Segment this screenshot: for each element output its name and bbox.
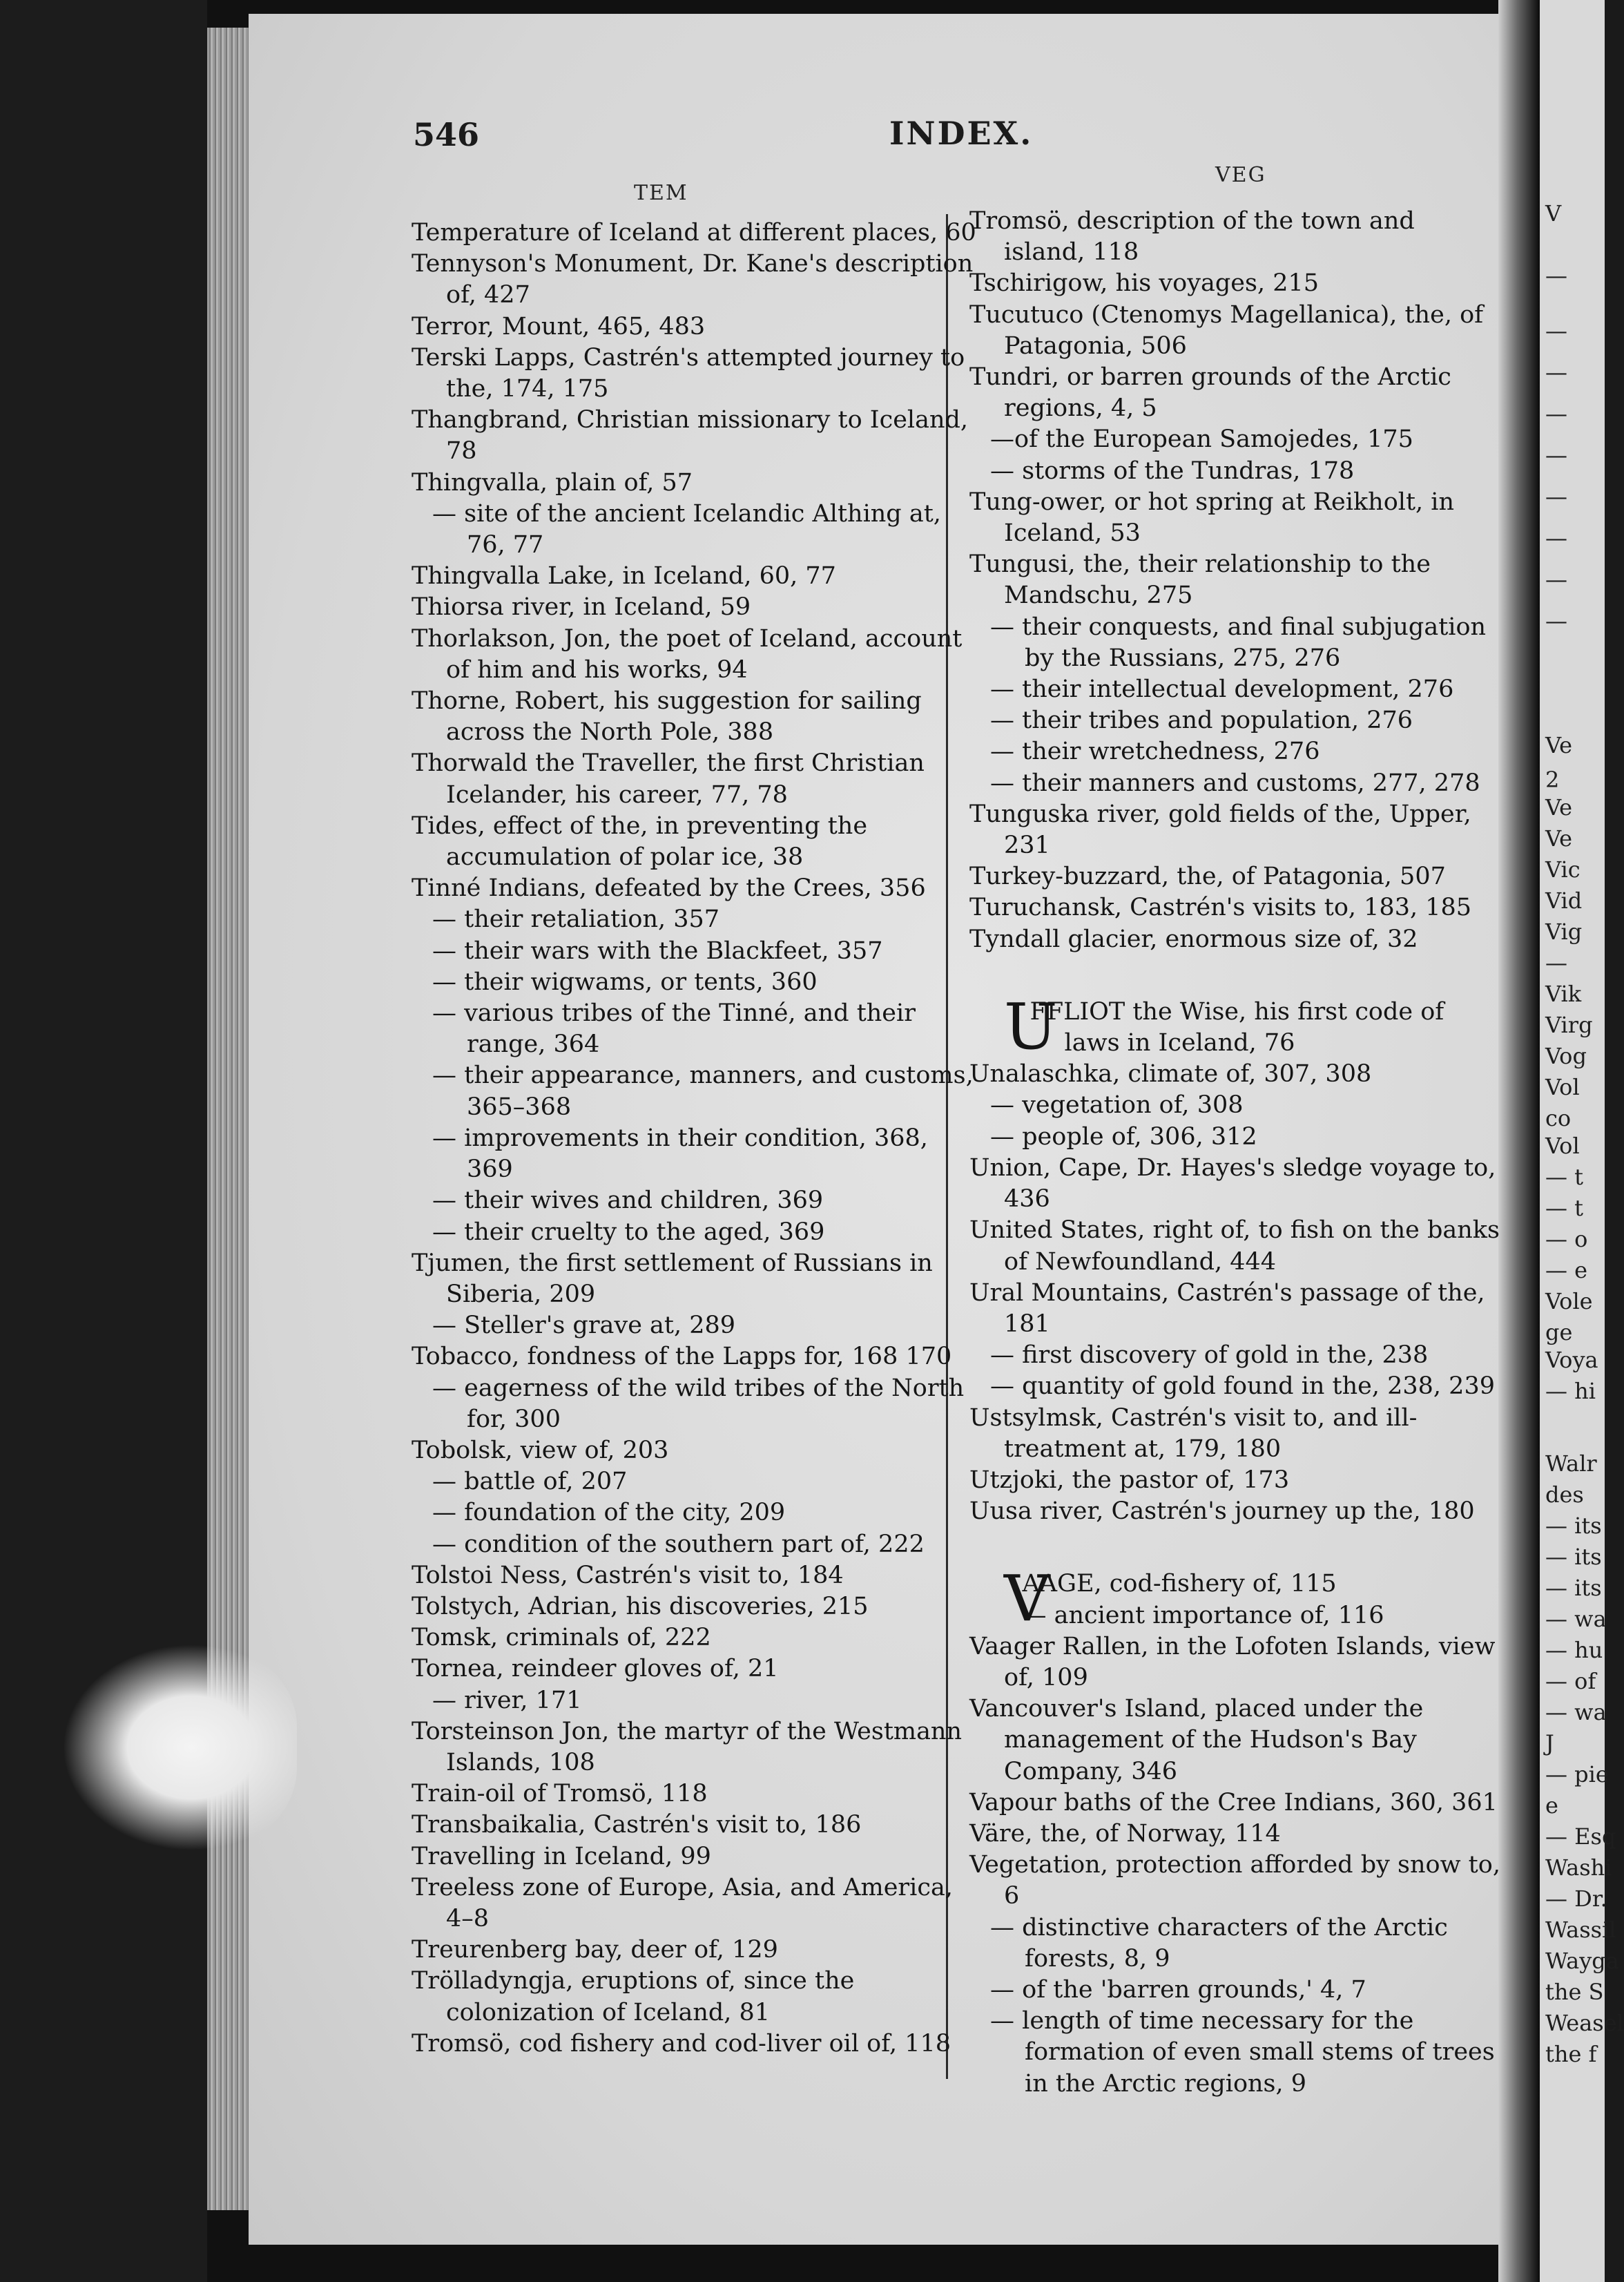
index-subentry: — their manners and customs, 277, 278 xyxy=(990,769,1480,797)
index-subentry: — Steller's grave at, 289 xyxy=(432,1312,736,1340)
index-entry: Thorlakson, Jon, the poet of Iceland, account of him and his works, 94 xyxy=(412,624,963,684)
index-subentry: — river, 171 xyxy=(432,1686,582,1714)
adjacent-page-fragment: Vig xyxy=(1545,919,1583,945)
index-entry: Tobolsk, view of, 203 xyxy=(412,1436,669,1464)
adjacent-page-fragment: J xyxy=(1545,1730,1554,1756)
index-subentry: — ancient importance of, 116 xyxy=(1022,1601,1384,1629)
adjacent-page-fragment: — xyxy=(1545,525,1567,551)
index-entry: Vegetation, protection afforded by snow to, 6 xyxy=(969,1851,1500,1910)
index-subentry: — distinctive characters of the Arctic forests, 8, 9 xyxy=(990,1913,1448,1973)
adjacent-page-fragment: Washi xyxy=(1545,1854,1612,1881)
page-title: INDEX. xyxy=(889,115,1034,152)
adjacent-page-fragment: — o xyxy=(1545,1226,1588,1252)
index-subentry: — eagerness of the wild tribes of the North for, 300 xyxy=(432,1374,965,1433)
dropcap-u: U xyxy=(1004,989,1058,1064)
adjacent-page-fragment: — xyxy=(1545,318,1567,344)
index-column-left xyxy=(412,218,978,2060)
index-entry: Tinné Indians, defeated by the Crees, 356 xyxy=(412,874,926,903)
index-subentry: — first discovery of gold in the, 238 xyxy=(990,1341,1429,1370)
dropcap-v: V xyxy=(1004,1562,1050,1636)
adjacent-page-fragment: Voya xyxy=(1545,1347,1598,1373)
adjacent-page-fragment: — xyxy=(1545,608,1567,634)
index-subentry: — storms of the Tundras, 178 xyxy=(990,457,1355,485)
page-number: 546 xyxy=(413,116,480,153)
index-section-t-continued xyxy=(969,206,1501,955)
index-entry: Utzjoki, the pastor of, 173 xyxy=(969,1466,1290,1494)
index-entry: Ural Mountains, Castrén's passage of the, 181 xyxy=(969,1278,1485,1338)
adjacent-page-fragment: the f xyxy=(1545,2041,1597,2067)
adjacent-page-fragment: Vol xyxy=(1545,1074,1580,1100)
adjacent-page-fragment: Vog xyxy=(1545,1043,1587,1069)
index-entry: Unalaschka, climate of, 307, 308 xyxy=(969,1060,1372,1089)
adjacent-page-fragment: — t xyxy=(1545,1164,1584,1190)
right-column-key: VEG xyxy=(1215,163,1266,187)
index-entry: Thingvalla Lake, in Iceland, 60, 77 xyxy=(412,562,836,591)
index-entry: Tjumen, the first settlement of Russians in Siberia, 209 xyxy=(412,1249,933,1308)
adjacent-page-fragment: Vol xyxy=(1545,1133,1580,1159)
index-entry: United States, right of, to fish on the banks of Newfoundland, 444 xyxy=(969,1216,1500,1276)
index-subentry: — foundation of the city, 209 xyxy=(432,1499,786,1527)
index-entry: Tornea, reindeer gloves of, 21 xyxy=(412,1655,779,1683)
adjacent-page-fragment: Virg xyxy=(1545,1012,1593,1038)
adjacent-page-fragment: ge xyxy=(1545,1319,1573,1345)
index-entry: Vapour baths of the Cree Indians, 360, 361 xyxy=(969,1788,1498,1816)
adjacent-page-fragment: Walr xyxy=(1545,1450,1597,1477)
index-section-v xyxy=(969,1562,1501,1636)
index-subentry: — their wars with the Blackfeet, 357 xyxy=(432,937,883,965)
adjacent-page-fragment: — xyxy=(1545,566,1567,593)
adjacent-page-fragment: the S xyxy=(1545,1979,1604,2005)
adjacent-page-fragment: Ve xyxy=(1545,794,1573,821)
index-entry: Terror, Mount, 465, 483 xyxy=(412,312,706,341)
index-entry: Väre, the, of Norway, 114 xyxy=(969,1819,1281,1848)
adjacent-page-fragment: Vik xyxy=(1545,981,1582,1007)
index-entry: Thiorsa river, in Iceland, 59 xyxy=(412,593,751,622)
index-entry: Tolstych, Adrian, his discoveries, 215 xyxy=(412,1592,869,1620)
scan-background xyxy=(0,0,207,2282)
adjacent-page-fragment: — hu xyxy=(1545,1637,1603,1663)
index-entry: Treurenberg bay, deer of, 129 xyxy=(412,1936,778,1964)
index-entry: Tromsö, description of the town and island, 118 xyxy=(969,207,1415,267)
index-subentry: — their cruelty to the aged, 369 xyxy=(432,1218,825,1246)
index-entry: Turuchansk, Castrén's visits to, 183, 185 xyxy=(969,894,1472,922)
adjacent-page-fragment: — of xyxy=(1545,1668,1596,1694)
index-entry: Uusa river, Castrén's journey up the, 180 xyxy=(969,1497,1475,1526)
index-entry: Temperature of Iceland at different places, 60 xyxy=(412,219,976,247)
adjacent-page-fragment: Vid xyxy=(1545,888,1583,914)
index-entry: Vancouver's Island, placed under the management of the Hudson's Bay Company, 346 xyxy=(969,1695,1424,1785)
index-entry: Tolstoi Ness, Castrén's visit to, 184 xyxy=(412,1561,844,1589)
index-subentry: — quantity of gold found in the, 238, 239 xyxy=(990,1372,1495,1401)
index-subentry: — battle of, 207 xyxy=(432,1468,628,1496)
adjacent-page-fragment: — xyxy=(1545,483,1567,510)
index-entry: Treeless zone of Europe, Asia, and America, 4–8 xyxy=(412,1873,953,1933)
book-gutter xyxy=(1498,0,1540,2282)
index-subentry: — improvements in their condition, 368, 369 xyxy=(432,1124,928,1184)
index-section-v-entries xyxy=(969,1631,1501,2100)
adjacent-page-fragment: — xyxy=(1545,359,1567,385)
adjacent-page-fragment: — e xyxy=(1545,1257,1588,1283)
adjacent-page-fragment: Wayga xyxy=(1545,1948,1619,1974)
adjacent-page-fragment: — Dr. xyxy=(1545,1886,1607,1912)
index-entry: Tung-ower, or hot spring at Reikholt, in Iceland, 53 xyxy=(969,488,1455,548)
index-entry: Tromsö, cod fishery and cod-liver oil of, 118 xyxy=(412,2029,951,2058)
index-subentry: —of the European Samojedes, 175 xyxy=(990,425,1413,454)
adjacent-page-fragment: V xyxy=(1545,200,1562,227)
adjacent-page-fragment: Weasel xyxy=(1545,2010,1624,2036)
adjacent-page-fragment: des xyxy=(1545,1482,1584,1508)
index-entry: Trölladyngja, eruptions of, since the colonization of Iceland, 81 xyxy=(412,1967,855,2026)
adjacent-page-fragment: — its xyxy=(1545,1575,1602,1601)
index-entry: Tundri, or barren grounds of the Arctic regions, 4, 5 xyxy=(969,363,1451,423)
index-subentry: — condition of the southern part of, 222 xyxy=(432,1530,925,1558)
index-entry: Tungusi, the, their relationship to the Mandschu, 275 xyxy=(969,550,1431,610)
index-entry: Thangbrand, Christian missionary to Iceland, 78 xyxy=(412,406,969,466)
index-entry: Vaager Rallen, in the Lofoten Islands, view of, 109 xyxy=(969,1632,1496,1691)
index-subentry: — their wretchedness, 276 xyxy=(990,738,1320,766)
index-entry: Tschirigow, his voyages, 215 xyxy=(969,269,1319,298)
index-subentry: — their wives and children, 369 xyxy=(432,1187,824,1215)
adjacent-page-fragment: — xyxy=(1545,442,1567,468)
index-subentry: — various tribes of the Tinné, and their range, 364 xyxy=(432,999,916,1059)
index-entry: Thorwald the Traveller, the first Christian Icelander, his career, 77, 78 xyxy=(412,749,925,809)
index-entry: Travelling in Iceland, 99 xyxy=(412,1842,711,1870)
index-section-u xyxy=(969,989,1501,1064)
index-subentry: — their intellectual development, 276 xyxy=(990,675,1454,704)
index-entry: Ustsylmsk, Castrén's visit to, and ill-treatment at, 179, 180 xyxy=(969,1403,1418,1463)
adjacent-page-fragment: Vole xyxy=(1545,1288,1593,1314)
adjacent-page-fragment: — xyxy=(1545,262,1567,289)
index-entry: Union, Cape, Dr. Hayes's sledge voyage to, 436 xyxy=(969,1153,1496,1214)
adjacent-page-fragment: Ve xyxy=(1545,825,1573,852)
adjacent-page-fragment: co xyxy=(1545,1105,1572,1131)
index-entry: Transbaikalia, Castrén's visit to, 186 xyxy=(412,1811,862,1839)
adjacent-page-fragment: — wa xyxy=(1545,1699,1607,1725)
index-entry: Tobacco, fondness of the Lapps for, 168 170 xyxy=(412,1343,952,1371)
index-entry: Thorne, Robert, his suggestion for sailing across the North Pole, 388 xyxy=(412,687,922,747)
adjacent-page-fragment: — wa xyxy=(1545,1606,1607,1632)
index-entry: Thingvalla, plain of, 57 xyxy=(412,468,693,497)
adjacent-page-fragment: — its xyxy=(1545,1513,1602,1539)
index-subentry: — their retaliation, 357 xyxy=(432,905,720,934)
index-entry: AAGE, cod-fishery of, 115 xyxy=(1022,1570,1337,1598)
index-entry: Tomsk, criminals of, 222 xyxy=(412,1624,711,1652)
index-subentry: — their tribes and population, 276 xyxy=(990,707,1413,735)
adjacent-page-fragment: Ve xyxy=(1545,732,1573,758)
index-entry: Tides, effect of the, in preventing the accumulation of polar ice, 38 xyxy=(412,812,868,872)
index-entry: FFLIOT the Wise, his first code of laws in Iceland, 76 xyxy=(1030,997,1444,1057)
index-subentry: — their wigwams, or tents, 360 xyxy=(432,968,818,996)
adjacent-page-fragment: e xyxy=(1545,1792,1558,1819)
adjacent-page-fragment: — t xyxy=(1545,1195,1584,1221)
adjacent-page-fragment: Wassil xyxy=(1545,1917,1616,1943)
index-entry: Tyndall glacier, enormous size of, 32 xyxy=(969,925,1418,953)
adjacent-page-fragment: — hi xyxy=(1545,1378,1596,1404)
paper-damage-blot xyxy=(62,1644,297,1851)
index-subentry: — of the 'barren grounds,' 4, 7 xyxy=(990,1975,1366,2004)
adjacent-page-fragment: — xyxy=(1545,950,1567,976)
adjacent-page-fragment: Vic xyxy=(1545,856,1580,883)
adjacent-page-fragment: — xyxy=(1545,401,1567,427)
index-subentry: — their conquests, and final subjugation by the Russians, 275, 276 xyxy=(990,613,1487,672)
index-section-u-entries xyxy=(969,1059,1501,1527)
index-entry: Torsteinson Jon, the martyr of the Westmann Islands, 108 xyxy=(412,1717,963,1776)
adjacent-page-fragment: — its xyxy=(1545,1544,1602,1570)
index-subentry: — site of the ancient Icelandic Althing at, 76, 77 xyxy=(432,499,941,559)
index-entry: Train-oil of Tromsö, 118 xyxy=(412,1780,708,1808)
index-subentry: — length of time necessary for the formation of even small stems of trees in the Arctic regions, 9 xyxy=(990,2007,1495,2098)
index-entry: Terski Lapps, Castrén's attempted journey to the, 174, 175 xyxy=(412,343,965,403)
index-subentry: — people of, 306, 312 xyxy=(990,1122,1257,1151)
adjacent-page-fragment: 2 xyxy=(1545,767,1560,793)
adjacent-page-fragment: — Esq xyxy=(1545,1823,1616,1850)
index-entry: Tennyson's Monument, Dr. Kane's description of, 427 xyxy=(412,250,974,309)
index-subentry: — their appearance, manners, and customs, 365–368 xyxy=(432,1062,974,1121)
index-column-right xyxy=(969,206,1501,2100)
index-entry: Tucutuco (Ctenomys Magellanica), the, of Patagonia, 506 xyxy=(969,300,1484,360)
page-edges xyxy=(207,28,249,2210)
index-entry: Turkey-buzzard, the, of Patagonia, 507 xyxy=(969,863,1446,891)
index-subentry: — vegetation of, 308 xyxy=(990,1091,1244,1120)
index-entry: Tunguska river, gold fields of the, Upper, 231 xyxy=(969,800,1471,860)
left-column-key: TEM xyxy=(634,181,688,205)
adjacent-page-fragment: — pie xyxy=(1545,1761,1609,1787)
